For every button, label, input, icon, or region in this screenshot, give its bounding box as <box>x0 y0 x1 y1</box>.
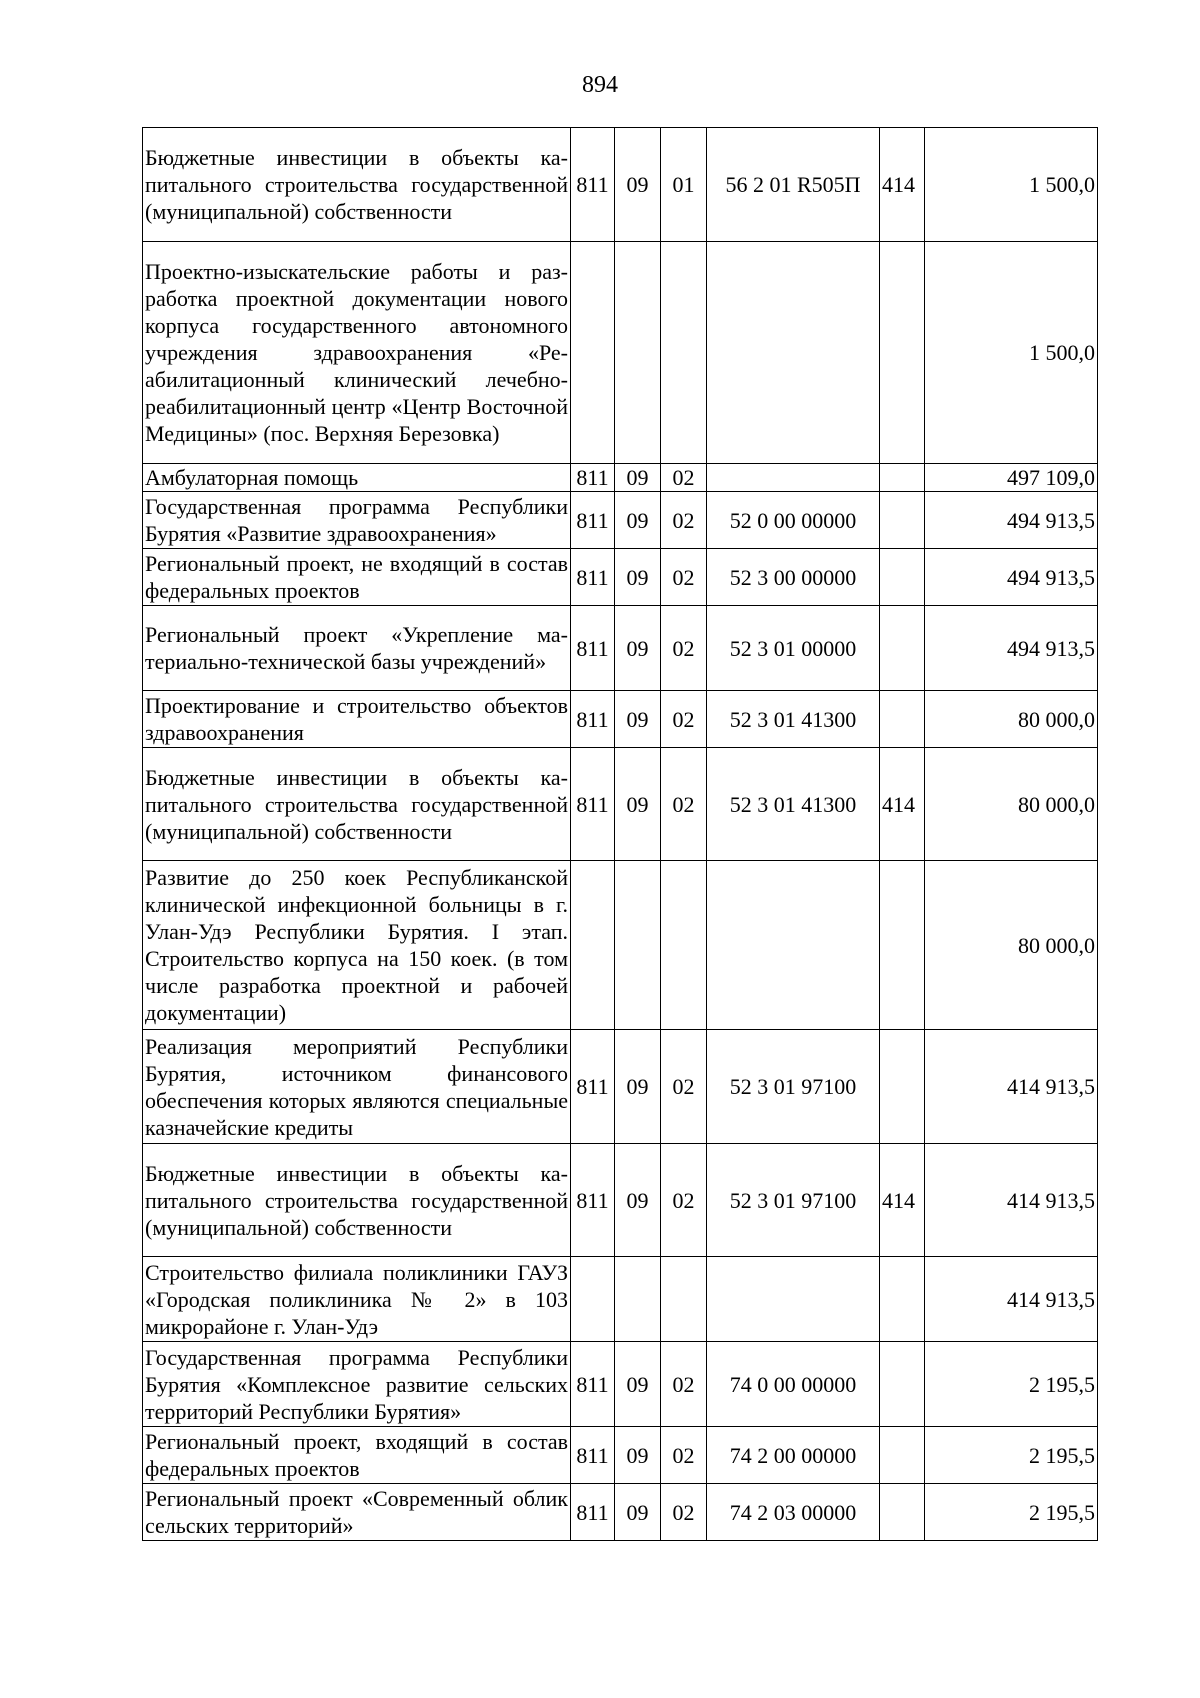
row-amount: 2 195,5 <box>925 1484 1098 1541</box>
row-subsection-code <box>661 861 707 1030</box>
row-expense-type <box>880 242 925 464</box>
row-target-article: 74 2 00 00000 <box>707 1427 880 1484</box>
row-target-article <box>707 242 880 464</box>
row-section-code: 09 <box>615 492 661 549</box>
row-expense-type <box>880 549 925 606</box>
row-amount: 1 500,0 <box>925 242 1098 464</box>
row-amount: 2 195,5 <box>925 1427 1098 1484</box>
row-grbs-code <box>571 861 615 1030</box>
row-amount: 414 913,5 <box>925 1030 1098 1144</box>
row-section-code: 09 <box>615 1144 661 1257</box>
row-section-code: 09 <box>615 606 661 691</box>
row-subsection-code: 02 <box>661 748 707 861</box>
row-target-article: 52 3 01 00000 <box>707 606 880 691</box>
row-grbs-code: 811 <box>571 691 615 748</box>
row-grbs-code: 811 <box>571 549 615 606</box>
row-subsection-code: 02 <box>661 1030 707 1144</box>
row-expense-type <box>880 861 925 1030</box>
table-row <box>143 464 1098 492</box>
row-target-article <box>707 861 880 1030</box>
row-description: Региональный проект, не входящий в состав федеральных проектов <box>143 549 571 606</box>
row-subsection-code: 02 <box>661 1484 707 1541</box>
row-section-code: 09 <box>615 748 661 861</box>
row-section-code: 09 <box>615 1030 661 1144</box>
row-grbs-code: 811 <box>571 1342 615 1427</box>
budget-table-body <box>143 128 1098 1541</box>
row-expense-type <box>880 1342 925 1427</box>
row-target-article: 52 3 01 97100 <box>707 1144 880 1257</box>
row-subsection-code: 02 <box>661 549 707 606</box>
row-section-code: 09 <box>615 464 661 492</box>
row-subsection-code: 02 <box>661 606 707 691</box>
row-expense-type <box>880 464 925 492</box>
table-row <box>143 1030 1098 1144</box>
row-subsection-code: 02 <box>661 492 707 549</box>
row-grbs-code: 811 <box>571 128 615 242</box>
row-grbs-code: 811 <box>571 606 615 691</box>
row-subsection-code: 02 <box>661 1144 707 1257</box>
row-amount: 2 195,5 <box>925 1342 1098 1427</box>
row-expense-type <box>880 606 925 691</box>
row-description: Реализация мероприятий Республики Бурятия, источником финансового обеспечения которых являются специальные казначейские кредиты <box>143 1030 571 1144</box>
row-subsection-code: 02 <box>661 1342 707 1427</box>
table-row <box>143 1484 1098 1541</box>
row-amount: 494 913,5 <box>925 492 1098 549</box>
row-expense-type <box>880 1030 925 1144</box>
row-section-code: 09 <box>615 1342 661 1427</box>
row-subsection-code: 01 <box>661 128 707 242</box>
table-row <box>143 549 1098 606</box>
row-target-article <box>707 1257 880 1342</box>
row-expense-type <box>880 1427 925 1484</box>
row-grbs-code: 811 <box>571 748 615 861</box>
row-description: Бюджетные инвестиции в объекты капитального строительства государственной (муниципальной) собственности <box>143 128 571 242</box>
row-section-code <box>615 861 661 1030</box>
row-amount: 80 000,0 <box>925 861 1098 1030</box>
row-expense-type <box>880 1484 925 1541</box>
row-grbs-code: 811 <box>571 492 615 549</box>
row-description: Региональный проект «Укрепление материально-технической базы учреждений» <box>143 606 571 691</box>
row-subsection-code: 02 <box>661 1427 707 1484</box>
page-number: 894 <box>582 72 618 98</box>
row-subsection-code <box>661 242 707 464</box>
table-row <box>143 1427 1098 1484</box>
row-section-code <box>615 1257 661 1342</box>
row-target-article: 52 3 01 41300 <box>707 691 880 748</box>
table-row <box>143 861 1098 1030</box>
row-subsection-code: 02 <box>661 464 707 492</box>
row-expense-type <box>880 1257 925 1342</box>
row-target-article <box>707 464 880 492</box>
row-grbs-code: 811 <box>571 1484 615 1541</box>
row-description: Развитие до 250 коек Республиканской клинической инфекционной больницы в г. Улан-Удэ Республики Бурятия. I этап. Строительство корпуса на 150 коек. (в том числе разработка проектной и рабочей документации) <box>143 861 571 1030</box>
table-row <box>143 748 1098 861</box>
budget-table <box>142 127 1098 1541</box>
row-section-code <box>615 242 661 464</box>
row-amount: 414 913,5 <box>925 1144 1098 1257</box>
table-row <box>143 1342 1098 1427</box>
row-target-article: 52 0 00 00000 <box>707 492 880 549</box>
row-grbs-code: 811 <box>571 464 615 492</box>
row-description: Проектно-изыскательские работы и разработка проектной документации нового корпуса государственного автономного учреждения здравоохранения «Реабилитационный клинический лечебно-реабилитационный центр «Центр Восточной Медицины» (пос. Верхняя Березовка) <box>143 242 571 464</box>
row-description: Государственная программа Республики Бурятия «Комплексное развитие сельских территорий Республики Бурятия» <box>143 1342 571 1427</box>
row-grbs-code: 811 <box>571 1030 615 1144</box>
row-description: Бюджетные инвестиции в объекты капитального строительства государственной (муниципальной) собственности <box>143 1144 571 1257</box>
row-grbs-code <box>571 1257 615 1342</box>
table-row <box>143 492 1098 549</box>
row-section-code: 09 <box>615 128 661 242</box>
row-section-code: 09 <box>615 1427 661 1484</box>
row-amount: 497 109,0 <box>925 464 1098 492</box>
row-expense-type: 414 <box>880 128 925 242</box>
row-target-article: 52 3 00 00000 <box>707 549 880 606</box>
row-section-code: 09 <box>615 549 661 606</box>
row-section-code: 09 <box>615 1484 661 1541</box>
table-row <box>143 606 1098 691</box>
row-amount: 494 913,5 <box>925 606 1098 691</box>
row-expense-type: 414 <box>880 1144 925 1257</box>
row-target-article: 74 0 00 00000 <box>707 1342 880 1427</box>
row-expense-type: 414 <box>880 748 925 861</box>
table-row <box>143 128 1098 242</box>
row-description: Региональный проект, входящий в состав федеральных проектов <box>143 1427 571 1484</box>
row-description: Строительство филиала поликлиники ГАУЗ «Городская поликлиника № 2» в 103 микрорайоне г. Улан-Удэ <box>143 1257 571 1342</box>
row-description: Региональный проект «Современный облик сельских территорий» <box>143 1484 571 1541</box>
row-target-article: 74 2 03 00000 <box>707 1484 880 1541</box>
table-row <box>143 242 1098 464</box>
table-row <box>143 1257 1098 1342</box>
table-row <box>143 691 1098 748</box>
row-subsection-code <box>661 1257 707 1342</box>
row-target-article: 52 3 01 97100 <box>707 1030 880 1144</box>
row-description: Государственная программа Республики Бурятия «Развитие здравоохранения» <box>143 492 571 549</box>
row-description: Амбулаторная помощь <box>143 464 571 492</box>
table-row <box>143 1144 1098 1257</box>
row-expense-type <box>880 691 925 748</box>
row-target-article: 56 2 01 R505П <box>707 128 880 242</box>
row-amount: 1 500,0 <box>925 128 1098 242</box>
row-amount: 494 913,5 <box>925 549 1098 606</box>
row-description: Бюджетные инвестиции в объекты капитального строительства государственной (муниципальной) собственности <box>143 748 571 861</box>
row-amount: 80 000,0 <box>925 691 1098 748</box>
row-target-article: 52 3 01 41300 <box>707 748 880 861</box>
row-subsection-code: 02 <box>661 691 707 748</box>
row-grbs-code: 811 <box>571 1427 615 1484</box>
row-grbs-code <box>571 242 615 464</box>
row-amount: 414 913,5 <box>925 1257 1098 1342</box>
row-section-code: 09 <box>615 691 661 748</box>
row-amount: 80 000,0 <box>925 748 1098 861</box>
row-expense-type <box>880 492 925 549</box>
row-description: Проектирование и строительство объектов здравоохранения <box>143 691 571 748</box>
row-grbs-code: 811 <box>571 1144 615 1257</box>
